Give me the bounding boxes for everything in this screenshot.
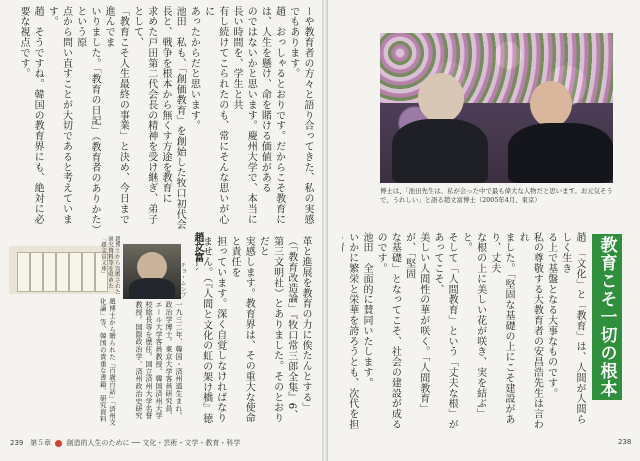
right-body-column-line: 私の尊敬する大教育者の安昌浩先生は言われ [517,232,543,430]
left-top-column-line: 趙 そうですね。韓国の教育界にも、絶対に必要な視点です。 [18,6,44,225]
left-top-text [18,6,314,234]
right-body-column-line: な基礎」となってこそ、社会の建設が成るのです。 [375,232,401,430]
left-page-number: 239 [10,439,24,447]
right-page-number: 238 [618,438,632,446]
right-body-column-line: そして「人間教育」という「丈夫な根」があってこそ、 [431,232,458,430]
left-bottom-column-line: 実感します。教育界は、その重大な使命と責任を [228,236,255,424]
left-footer [10,438,240,448]
right-body-text [342,232,586,432]
left-top-column-line: 点から問い直すことが大切であると考えています。 [46,6,72,225]
chapter-bullet-icon [55,440,62,447]
chapter-label: 第５章 [30,439,52,447]
profile-kana: チョ・ムンブ [179,262,186,298]
profile-photo [123,244,181,299]
right-body-column-line: 趙 「文化」と「教育」は、人間が人間らしく生き [559,232,585,425]
left-top-column-line: 趙 おっしゃるとおりです。だからこそ教育には、人生を懸け、命を賭ける価値がある [259,6,285,225]
profile-bio: 一九三二年、韓国・済州道生まれ。政治学博士。東京大学客員研究員、エール大学客員教授、韓国済州大学校総長等を歴任。国立済州大学名誉教授。国際政治学、済州政治史研究 [135,301,183,420]
left-top-column-line: いりました。「教育の日記」（教育者のありかた）という原 [74,6,100,231]
left-top-column-line: のではないかと思います。慶州大学で、本当に長い時間を、学生と共 [230,6,257,225]
meeting-photo [380,33,613,183]
profile-books-text: 趙博士から贈られた「百歳百話」「済州文化論」等、韓国の貴重な書籍、研究資料 [98,298,116,426]
section-title: 教育こそ一切の根本 [592,234,622,400]
left-top-column-line: あったからだと思います。 [188,6,200,131]
books-caption: 趙博士から寄贈された研究資料等を収めた「趙文富文庫」 [100,236,120,295]
right-body-column-line: いかに繁栄と栄華を誇ろうとも、次代を担 [346,232,358,430]
right-body-column-line: な根の上に美しい花が咲き、実を結ぶ」と。 [460,232,486,420]
right-body-column-line: 美しい人間性の華が咲く。「人間教育」が、「堅固 [403,232,429,415]
left-top-column-line: 「教育こそ人生最終の事業」と決め、今日まで進んでま [103,6,129,225]
right-body-column-line: 池田 全面的に賛同いたします。 [360,232,372,388]
left-bottom-column-line: 担っています。深く自覚しなければなりません。（『人間と文化の虹の架け橋』徳 [200,236,226,424]
left-top-column-line: 求めた戸田第二代会長の精神を受け継ぎ、弟子として、 [131,6,157,225]
chapter-title: 創造的人生のために ── 文化・芸術・文学・教育・科学 [66,439,241,447]
page-gutter [322,0,328,461]
right-body-column-line: ました。「堅固な基礎の上にこそ建設があり、丈夫 [488,232,514,425]
left-bottom-text [196,236,312,428]
profile-name: 趙文富 [192,232,203,262]
photo-caption: 博士は、「池田先生は、私が会った中で最も偉大な人物だと思います。お元気そうで、うれしい」と語る趙文富博士（2005年4月、東京） [380,187,613,204]
left-top-column-line: 池田 私も、「創価教育」を創始した牧口初代会長と、戦争を根本から無くす方途を教育に [159,6,186,230]
left-bottom-column-line: 革と進展を教育の力に俟たんとする」（「教育改造論」『牧口常三郎全集』6、第三文明社）とありました。そのとおりだと [257,236,311,424]
left-top-column-line: ーや教育者の方々と語り合ってきた、私の実感でもあります。 [287,6,313,225]
right-body-column-line: る上で基盤となる大事なものです。 [545,232,557,399]
left-top-column-line: 有し続けてこられたのも、常にそんな思いが心に [202,6,228,225]
